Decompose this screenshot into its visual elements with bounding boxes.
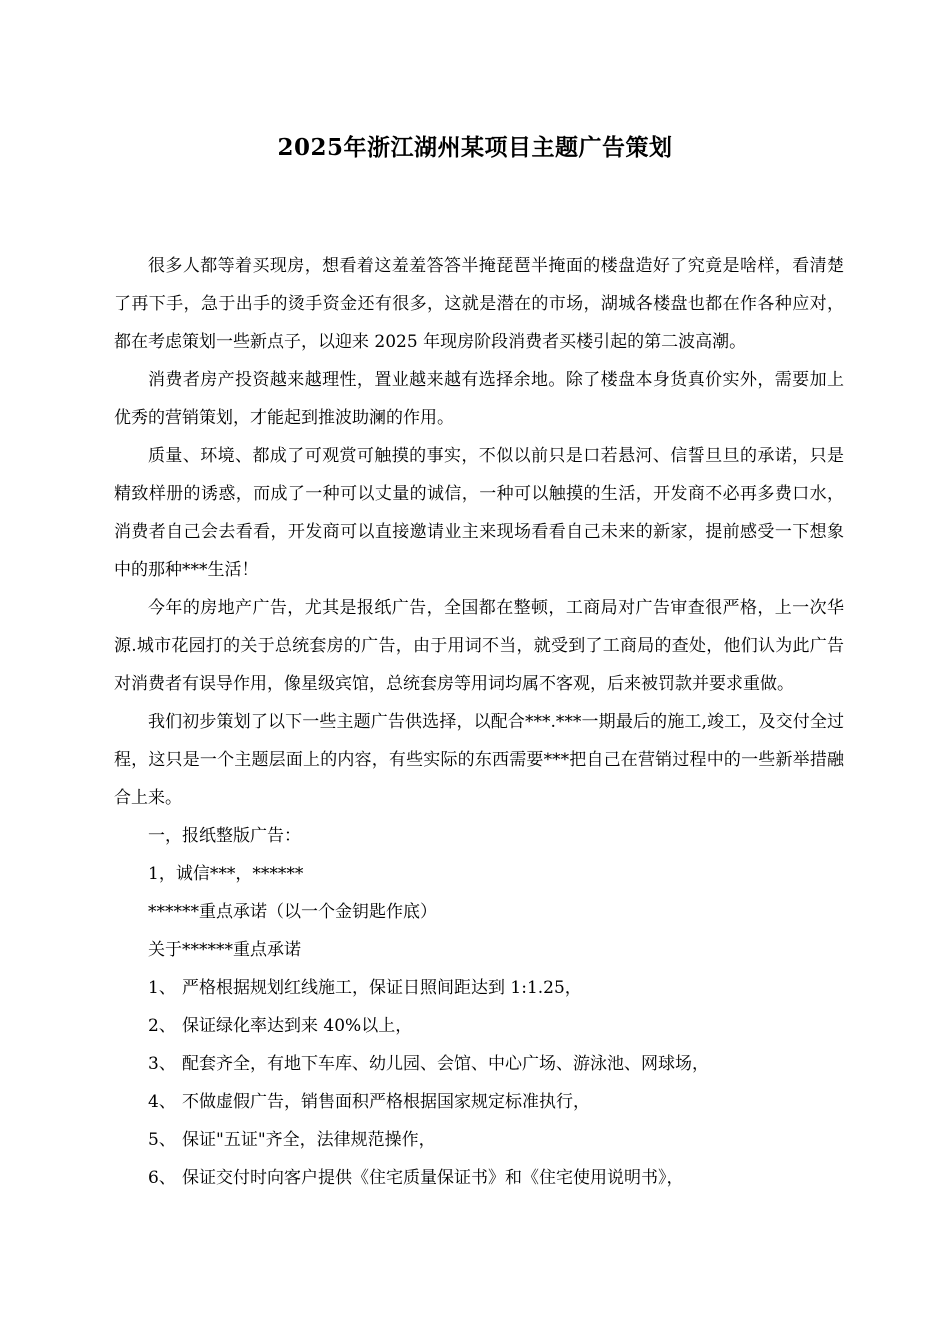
list-item [114, 1159, 844, 1197]
list-item [114, 969, 844, 1007]
list-item-number: 6、 [148, 1168, 176, 1188]
list-item-text: 保证交付时向客户提供《住宅质量保证书》和《住宅使用说明书》， [182, 1168, 684, 1188]
list-item-text: 保证绿化率达到来 40%以上， [182, 1016, 413, 1036]
list-item [114, 1121, 844, 1159]
list-item-text: 配套齐全，有地下车库、幼儿园、会馆、中心广场、游泳池、网球场， [182, 1054, 709, 1074]
list-heading: 关于******重点承诺 [148, 940, 301, 960]
paragraph: 很多人都等着买现房，想看着这羞羞答答半掩琵琶半掩面的楼盘造好了究竟是啥样，看清楚了再下手，急于出手的烫手资金还有很多，这就是潜在的市场，湖城各楼盘也都在作各种应对，都在考虑策划一些新点子，以迎来 2025 年现房阶段消费者买楼引起的第二波高潮。 [114, 256, 844, 352]
list-item-number: 2、 [148, 1016, 176, 1036]
list-item-text: 严格根据规划红线施工，保证日照间距达到 1:1.25， [182, 978, 582, 998]
list-item [114, 1007, 844, 1045]
paragraph: 今年的房地产广告，尤其是报纸广告，全国都在整顿，工商局对广告审查很严格，上一次华源.城市花园打的关于总统套房的广告，由于用词不当，就受到了工商局的查处，他们认为此广告对消费者有误导作用，像星级宾馆，总统套房等用词均属不客观，后来被罚款并要求重做。 [114, 598, 844, 694]
paragraph: 质量、环境、都成了可观赏可触摸的事实，不似以前只是口若悬河、信誓旦旦的承诺，只是精致样册的诱惑，而成了一种可以丈量的诚信，一种可以触摸的生活，开发商不必再多费口水，消费者自己会去看看，开发商可以直接邀请业主来现场看看自己未来的新家，提前感受一下想象中的那种***生活！ [114, 446, 844, 580]
section-heading: 一，报纸整版广告： [148, 826, 301, 846]
paragraph: 消费者房产投资越来越理性，置业越来越有选择余地。除了楼盘本身货真价实外，需要加上优秀的营销策划，才能起到推波助澜的作用。 [114, 370, 844, 428]
list-item-text: 保证"五证"齐全，法律规范操作， [182, 1130, 436, 1150]
list-item-number: 4、 [148, 1092, 176, 1112]
subsection-heading: 1，诚信***，****** [148, 864, 304, 884]
list-item-number: 1、 [148, 978, 176, 998]
list-item-text: 不做虚假广告，销售面积严格根据国家规定标准执行， [182, 1092, 590, 1112]
document-title: 2025年浙江湖州某项目主题广告策划 [277, 134, 673, 161]
subtitle-line: ******重点承诺（以一个金钥匙作底） [148, 902, 437, 922]
paragraph: 我们初步策划了以下一些主题广告供选择，以配合***.***一期最后的施工,竣工，及交付全过程，这只是一个主题层面上的内容，有些实际的东西需要***把自己在营销过程中的一些新举措融合上来。 [114, 712, 844, 808]
document-body [114, 247, 844, 1197]
list-item [114, 1083, 844, 1121]
list-item-number: 3、 [148, 1054, 176, 1074]
list-item [114, 1045, 844, 1083]
list-item-number: 5、 [148, 1130, 176, 1150]
